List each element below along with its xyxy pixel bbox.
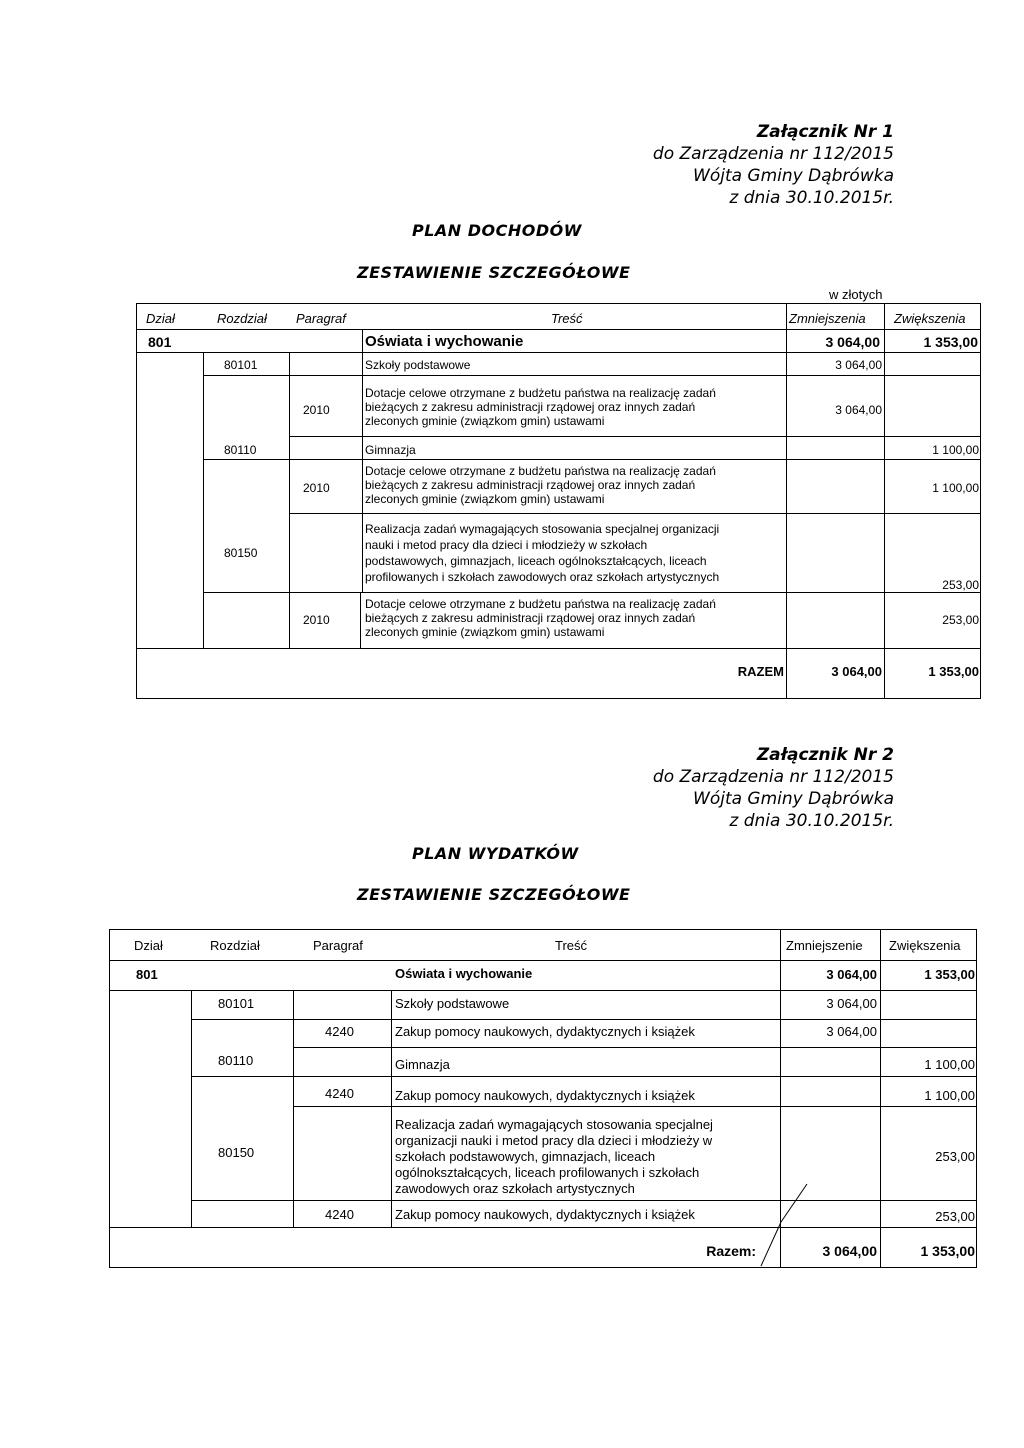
income-zmn-2010-a: 3 064,00 <box>835 403 882 417</box>
expenses-plan-title: PLAN WYDATKÓW <box>412 844 579 863</box>
attachment-1-header <box>494 121 894 209</box>
income-header-zwiekszenia: Zwiększenia <box>894 311 966 326</box>
expenses-rozdzial-80110: 80110 <box>218 1053 254 1068</box>
income-zmn-80101: 3 064,00 <box>835 358 882 372</box>
tresc-line: Dotacje celowe otrzymane z budżetu państwa na realizację zadań <box>365 386 716 400</box>
tresc-line: Dotacje celowe otrzymane z budżetu państwa na realizację zadań <box>365 597 716 611</box>
income-tresc-gimnazja: Gimnazja <box>365 443 416 457</box>
tresc-line: zleconych gminie (związkom gmin) ustawami <box>365 625 605 639</box>
expenses-zmn-80101: 3 064,00 <box>826 996 877 1011</box>
income-paragraf-2010-a: 2010 <box>303 403 330 417</box>
tresc-line: profilowanych i szkołach zawodowych oraz szkołach artystycznych <box>365 570 720 584</box>
income-zw-2010-b: 1 100,00 <box>932 481 979 495</box>
tresc-line: Realizacja zadań wymagających stosowania specjalnej <box>395 1117 713 1132</box>
expenses-rozdzial-80101: 80101 <box>218 996 255 1011</box>
expenses-paragraf-4240-a: 4240 <box>325 1024 354 1039</box>
expenses-header-rozdzial: Rozdział <box>210 938 260 953</box>
income-zw-2010-c: 253,00 <box>942 613 979 627</box>
expenses-zw-4240-b: 1 100,00 <box>924 1088 975 1103</box>
tresc-line: organizacji nauki i metod pracy dla dzieci i młodzieży w <box>395 1133 713 1148</box>
attachment-1-line1: do Zarządzenia nr 112/2015 <box>652 144 894 164</box>
tresc-line: bieżących z zakresu administracji rządowej oraz innych zadań <box>365 400 696 414</box>
income-unit-label: w złotych <box>829 287 883 302</box>
attachment-2-line2: Wójta Gminy Dąbrówka <box>693 789 894 809</box>
tresc-line: podstawowych, gimnazjach, liceach ogólnokształcących, liceach <box>365 554 707 568</box>
expenses-subtitle: ZESTAWIENIE SZCZEGÓŁOWE <box>357 885 631 904</box>
expenses-tresc-oswiata: Oświata i wychowanie <box>395 966 533 981</box>
income-tresc-oswiata: Oświata i wychowanie <box>365 333 524 350</box>
expenses-total-zw: 1 353,00 <box>920 1243 975 1259</box>
expenses-dzial-801: 801 <box>136 967 158 982</box>
expenses-zw-4240-c: 253,00 <box>935 1209 975 1224</box>
expenses-tresc-realizacja <box>395 1117 713 1197</box>
expenses-paragraf-4240-c: 4240 <box>325 1207 354 1222</box>
attachment-1-line3: z dnia 30.10.2015r. <box>729 188 894 208</box>
income-total-label: RAZEM <box>737 664 784 679</box>
expenses-tresc-zakup-a: Zakup pomocy naukowych, dydaktycznych i książek <box>395 1024 695 1039</box>
income-rozdzial-80101: 80101 <box>224 358 258 372</box>
income-zw-80110: 1 100,00 <box>932 443 979 457</box>
expenses-zmn-801: 3 064,00 <box>826 967 877 982</box>
expenses-tresc-zakup-c: Zakup pomocy naukowych, dydaktycznych i książek <box>395 1207 695 1222</box>
expenses-zmn-4240-a: 3 064,00 <box>826 1024 877 1039</box>
expenses-paragraf-4240-b: 4240 <box>325 1086 354 1101</box>
income-header-zmniejszenia: Zmniejszenia <box>789 311 866 326</box>
tresc-line: zleconych gminie (związkom gmin) ustawami <box>365 492 605 506</box>
attachment-1-title: Załącznik Nr 1 <box>756 122 894 142</box>
tresc-line: Dotacje celowe otrzymane z budżetu państwa na realizację zadań <box>365 464 716 478</box>
income-tresc-szkoly: Szkoły podstawowe <box>365 358 471 372</box>
attachment-2-header <box>494 744 894 832</box>
income-total-zmn: 3 064,00 <box>831 664 882 679</box>
income-header-dzial: Dział <box>146 311 175 326</box>
expenses-zw-80110: 1 100,00 <box>924 1057 975 1072</box>
income-dzial-801: 801 <box>148 334 172 350</box>
expenses-zw-801: 1 353,00 <box>924 967 975 982</box>
expenses-tresc-gimnazja: Gimnazja <box>395 1057 450 1072</box>
attachment-1-line2: Wójta Gminy Dąbrówka <box>693 166 894 186</box>
expenses-header-tresc: Treść <box>555 938 588 953</box>
income-zmn-801: 3 064,00 <box>825 334 880 350</box>
income-total-zw: 1 353,00 <box>928 664 979 679</box>
income-tresc-dotacje-a <box>365 386 716 428</box>
expenses-header-zwiekszenia: Zwiększenia <box>889 938 961 953</box>
income-rozdzial-80150: 80150 <box>224 546 258 560</box>
tresc-line: Realizacja zadań wymagających stosowania specjalnej organizacji <box>365 522 720 536</box>
attachment-2-line1: do Zarządzenia nr 112/2015 <box>652 767 894 787</box>
expenses-tresc-szkoly: Szkoły podstawowe <box>395 996 510 1011</box>
income-zw-801: 1 353,00 <box>923 334 978 350</box>
income-tresc-dotacje-c <box>365 597 716 639</box>
income-paragraf-2010-b: 2010 <box>303 481 330 495</box>
tresc-line: ogólnokształcących, liceach profilowanych i szkołach <box>395 1165 700 1180</box>
attachment-2-title: Załącznik Nr 2 <box>756 745 894 765</box>
expenses-total-label: Razem: <box>706 1243 756 1259</box>
tresc-line: nauki i metod pracy dla dzieci i młodzieży w szkołach <box>365 538 648 552</box>
tresc-line: bieżących z zakresu administracji rządowej oraz innych zadań <box>365 478 696 492</box>
attachment-2-line3: z dnia 30.10.2015r. <box>729 811 894 831</box>
expenses-total-zmn: 3 064,00 <box>822 1243 877 1259</box>
income-tresc-realizacja <box>365 521 719 585</box>
expenses-header-zmniejszenie: Zmniejszenie <box>786 938 863 953</box>
income-rozdzial-80110: 80110 <box>224 443 257 457</box>
income-header-paragraf: Paragraf <box>296 311 346 326</box>
income-tresc-dotacje-b <box>365 464 716 506</box>
income-header-rozdzial: Rozdział <box>217 311 267 326</box>
income-header-tresc: Treść <box>551 311 583 326</box>
expenses-rozdzial-80150: 80150 <box>218 1145 255 1160</box>
expenses-tresc-zakup-b: Zakup pomocy naukowych, dydaktycznych i książek <box>395 1088 695 1103</box>
income-plan-title: PLAN DOCHODÓW <box>412 221 582 240</box>
expenses-zw-80150: 253,00 <box>935 1149 975 1164</box>
tresc-line: zleconych gminie (związkom gmin) ustawami <box>365 414 605 428</box>
expenses-header-paragraf: Paragraf <box>313 938 363 953</box>
expenses-header-dzial: Dział <box>134 938 163 953</box>
tresc-line: bieżących z zakresu administracji rządowej oraz innych zadań <box>365 611 696 625</box>
tresc-line: szkołach podstawowych, gimnazjach, liceach <box>395 1149 656 1164</box>
income-subtitle: ZESTAWIENIE SZCZEGÓŁOWE <box>357 263 631 282</box>
tresc-line: zawodowych oraz szkołach artystycznych <box>395 1181 635 1196</box>
income-paragraf-2010-c: 2010 <box>303 613 330 627</box>
income-zw-80150: 253,00 <box>942 578 979 592</box>
